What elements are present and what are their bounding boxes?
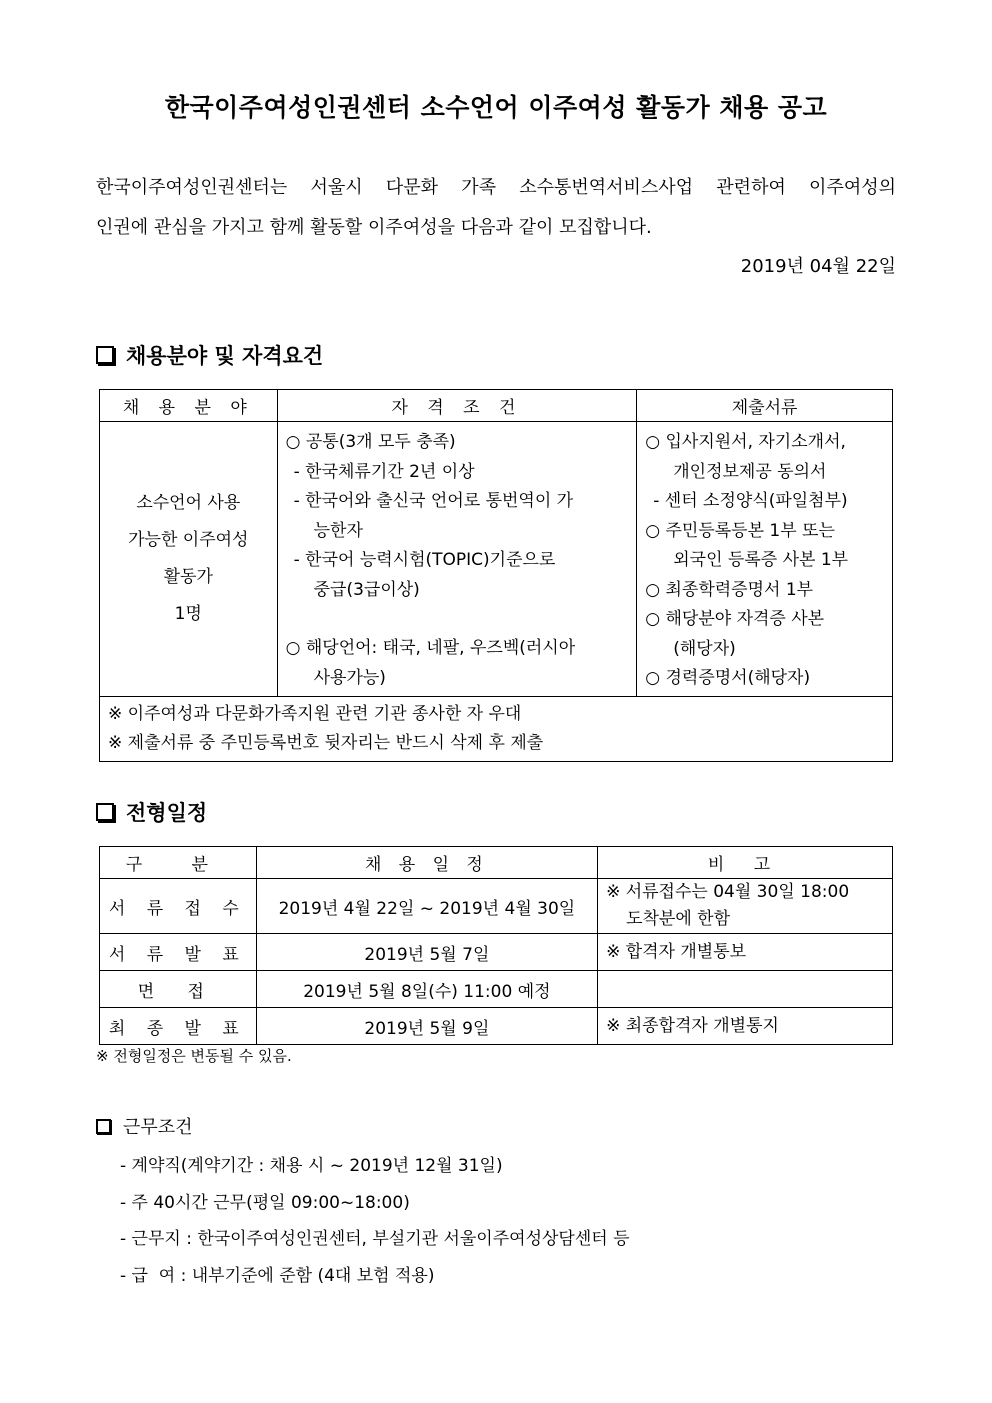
header-field: 채 용 분 야 — [100, 390, 278, 422]
table-row — [100, 971, 893, 1008]
remark-cell — [598, 879, 893, 934]
stage-cell: 서 류 접 수 — [100, 879, 257, 934]
table-row — [100, 934, 893, 971]
condition-line: - 한국어와 출신국 언어로 통번역이 가 — [293, 491, 574, 511]
document-line: 개인정보제공 동의서 — [673, 461, 827, 482]
notes-cell — [100, 696, 893, 761]
table-row — [100, 879, 893, 934]
header-stage: 구 분 — [100, 847, 257, 879]
table-header-row — [100, 390, 893, 422]
header-remark: 비 고 — [598, 847, 893, 879]
remark-line: ※ 서류접수는 04월 30일 18:00 — [606, 882, 850, 902]
document-line: ○ 주민등록등본 1부 또는 — [645, 520, 835, 541]
field-line: 소수언어 사용 — [136, 492, 241, 513]
document-line: ○ 해당분야 자격증 사본 — [645, 609, 825, 629]
intro-paragraph — [96, 168, 896, 248]
header-conditions: 자 격 조 건 — [277, 390, 637, 422]
document-line: ○ 경력증명서(해당자) — [645, 668, 811, 688]
section-heading-label: 전형일정 — [126, 801, 208, 825]
intro-line-2: 인권에 관심을 가지고 함께 활동할 이주여성을 다음과 같이 모집합니다. — [96, 217, 652, 238]
documents-cell — [637, 422, 893, 697]
date-cell: 2019년 5월 9일 — [256, 1008, 597, 1045]
date-cell: 2019년 5월 7일 — [256, 934, 597, 971]
remark-cell: ※ 최종합격자 개별통지 — [598, 1008, 893, 1045]
condition-line: 중급(3급이상) — [313, 579, 420, 600]
list-item: - 근무지 : 한국이주여성인권센터, 부설기관 서울이주여성상담센터 등 — [120, 1229, 630, 1249]
condition-line: 능한자 — [313, 520, 363, 541]
checkbox-square-icon — [96, 803, 114, 821]
field-line: 가능한 이주여성 — [128, 529, 249, 550]
announcement-date: 2019년 04월 22일 — [740, 256, 896, 277]
table-row — [100, 1008, 893, 1045]
field-cell — [100, 422, 278, 697]
note-line: ※ 제출서류 중 주민등록번호 뒷자리는 반드시 삭제 후 제출 — [108, 732, 544, 753]
recruitment-table — [99, 389, 893, 762]
schedule-table — [99, 846, 893, 1045]
stage-cell: 서 류 발 표 — [100, 934, 257, 971]
page-title: 한국이주여성인권센터 소수언어 이주여성 활동가 채용 공고 — [164, 93, 828, 122]
schedule-footnote: ※ 전형일정은 변동될 수 있음. — [96, 1047, 292, 1065]
section-heading-label: 근무조건 — [123, 1117, 193, 1138]
section-heading-schedule — [96, 797, 207, 827]
document-line: (해당자) — [673, 638, 736, 659]
field-line: 1명 — [174, 603, 202, 624]
remark-cell — [598, 971, 893, 1008]
notes-row — [100, 696, 893, 761]
header-documents: 제출서류 — [637, 390, 893, 422]
condition-line: ○ 해당언어: 태국, 네팔, 우즈벡(러시아 — [285, 638, 576, 658]
condition-line: - 한국체류기간 2년 이상 — [293, 461, 475, 482]
remark-cell: ※ 합격자 개별통보 — [598, 934, 893, 971]
section-heading-work-conditions — [96, 1113, 193, 1139]
document-line: ○ 최종학력증명서 1부 — [645, 579, 814, 600]
date-cell: 2019년 4월 22일 ~ 2019년 4월 30일 — [256, 879, 597, 934]
list-item: - 계약직(계약기간 : 채용 시 ~ 2019년 12월 31일) — [120, 1156, 503, 1176]
list-item: - 급 여 : 내부기준에 준함 (4대 보험 적용) — [120, 1265, 435, 1286]
document-line: - 센터 소정양식(파일첨부) — [653, 491, 848, 511]
spacer — [286, 605, 629, 634]
checkbox-square-icon — [96, 346, 114, 364]
note-line: ※ 이주여성과 다문화가족지원 관련 기관 종사한 자 우대 — [108, 703, 522, 724]
table-row — [100, 422, 893, 697]
header-schedule: 채 용 일 정 — [256, 847, 597, 879]
remark-line: 도착분에 한함 — [626, 909, 730, 929]
document-line: 외국인 등록증 사본 1부 — [673, 550, 849, 570]
stage-cell: 최 종 발 표 — [100, 1008, 257, 1045]
section-heading-label: 채용분야 및 자격요건 — [126, 344, 324, 368]
condition-line: ○ 공통(3개 모두 충족) — [285, 432, 456, 452]
date-cell: 2019년 5월 8일(수) 11:00 예정 — [256, 971, 597, 1008]
stage-cell: 면 접 — [100, 971, 257, 1008]
work-conditions-list — [120, 1148, 630, 1294]
condition-line: 사용가능) — [313, 667, 386, 688]
checkbox-square-icon — [96, 1119, 111, 1134]
document-line: ○ 입사지원서, 자기소개서, — [645, 432, 846, 452]
table-header-row — [100, 847, 893, 879]
list-item: - 주 40시간 근무(평일 09:00~18:00) — [120, 1192, 410, 1213]
intro-line-1: 한국이주여성인권센터는 서울시 다문화 가족 소수통번역서비스사업 관련하여 이주여성의 — [96, 177, 896, 198]
field-line: 활동가 — [163, 566, 213, 587]
section-heading-recruitment — [96, 340, 323, 370]
condition-line: - 한국어 능력시험(TOPIC)기준으로 — [293, 550, 556, 570]
conditions-cell — [277, 422, 637, 697]
